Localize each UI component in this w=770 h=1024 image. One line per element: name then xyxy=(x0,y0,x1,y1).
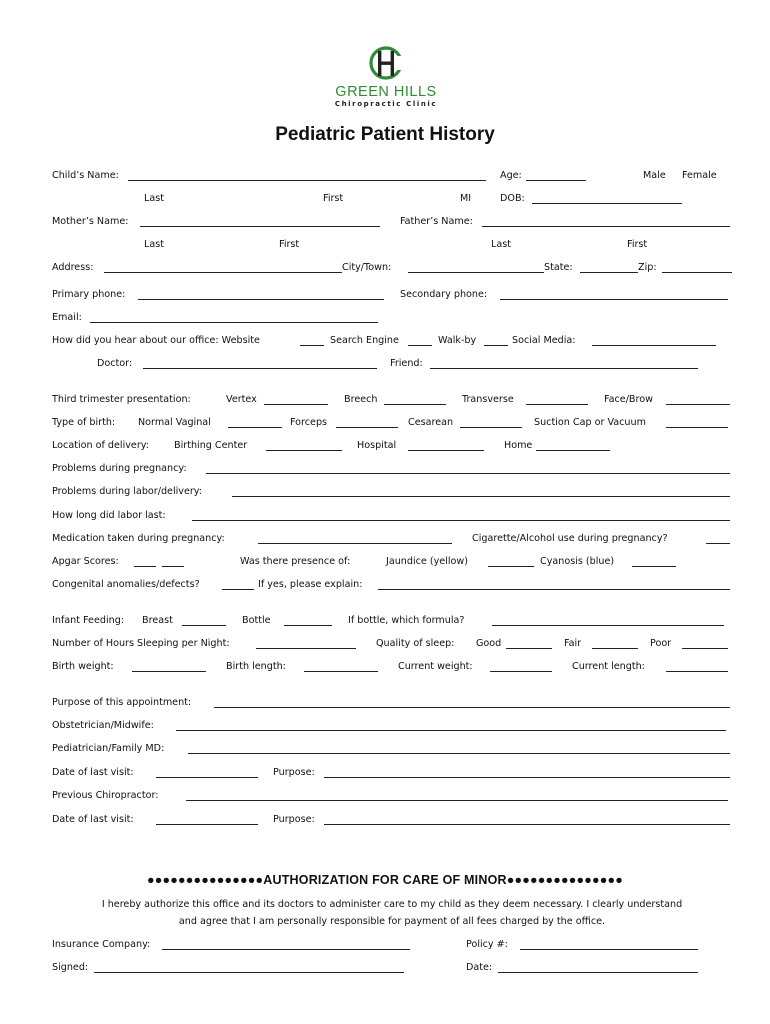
suction-field[interactable] xyxy=(666,427,728,428)
problems-labor-field[interactable] xyxy=(232,496,730,497)
gh-monogram-icon xyxy=(367,44,405,82)
medication-label: Medication taken during pregnancy: xyxy=(52,533,225,544)
secondary-phone-field[interactable] xyxy=(500,299,728,300)
type-of-birth-label: Type of birth: xyxy=(52,417,116,428)
current-length-label: Current length: xyxy=(572,661,645,672)
authorization-heading: ●●●●●●●●●●●●●●●AUTHORIZATION FOR CARE OF MINOR●●●●●●●●●●●●●●● xyxy=(147,873,623,887)
state-field[interactable] xyxy=(580,272,638,273)
father-last-label: Last xyxy=(491,239,511,250)
purpose-appt-field[interactable] xyxy=(214,707,730,708)
row-congenital xyxy=(52,577,732,593)
bottle-field[interactable] xyxy=(284,625,332,626)
row-doctor-friend xyxy=(52,356,732,372)
purpose-field[interactable] xyxy=(324,777,730,778)
hear-about-label: How did you hear about our office: Website xyxy=(52,335,260,346)
obstetrician-label: Obstetrician/Midwife: xyxy=(52,720,154,731)
jaundice-label: Jaundice (yellow) xyxy=(386,556,468,567)
row-presentation xyxy=(52,392,732,408)
home-field[interactable] xyxy=(536,450,610,451)
zip-label: Zip: xyxy=(638,262,657,273)
row-apgar xyxy=(52,554,732,570)
cesarean-field[interactable] xyxy=(460,427,522,428)
child-last-label: Last xyxy=(144,193,164,204)
face-brow-label: Face/Brow xyxy=(604,394,653,405)
apgar-field-2[interactable] xyxy=(162,566,184,567)
city-town-label: City/Town: xyxy=(342,262,392,273)
forceps-field[interactable] xyxy=(336,427,398,428)
friend-field[interactable] xyxy=(430,368,698,369)
email-label: Email: xyxy=(52,312,82,323)
row-sleep xyxy=(52,636,732,652)
birth-weight-field[interactable] xyxy=(132,671,206,672)
formula-field[interactable] xyxy=(492,625,724,626)
problems-pregnancy-field[interactable] xyxy=(206,473,730,474)
home-label: Home xyxy=(504,440,533,451)
fair-label: Fair xyxy=(564,638,582,649)
insurance-company-label: Insurance Company: xyxy=(52,939,151,950)
row-purpose-appointment xyxy=(52,695,732,711)
date-last-visit-label-2: Date of last visit: xyxy=(52,814,134,825)
row-medication xyxy=(52,531,732,547)
presence-of-label: Was there presence of: xyxy=(240,556,351,567)
row-previous-chiro xyxy=(52,788,732,804)
walk-by-label: Walk-by xyxy=(438,335,477,346)
cesarean-label: Cesarean xyxy=(408,417,454,428)
breast-field[interactable] xyxy=(182,625,226,626)
walk-by-field[interactable] xyxy=(484,345,508,346)
congenital-field[interactable] xyxy=(222,589,254,590)
forceps-label: Forceps xyxy=(290,417,328,428)
poor-label: Poor xyxy=(650,638,672,649)
row-obstetrician xyxy=(52,718,732,734)
problems-pregnancy-label: Problems during pregnancy: xyxy=(52,463,187,474)
state-label: State: xyxy=(544,262,573,273)
father-first-label: First xyxy=(627,239,648,250)
medication-field[interactable] xyxy=(258,543,452,544)
cyanosis-field[interactable] xyxy=(632,566,676,567)
date-last-visit-field-2[interactable] xyxy=(156,824,258,825)
mothers-name-field[interactable] xyxy=(140,226,380,227)
birthing-center-label: Birthing Center xyxy=(174,440,248,451)
mothers-name-label: Mother’s Name: xyxy=(52,216,129,227)
row-delivery-location xyxy=(52,438,732,454)
row-parents xyxy=(52,214,732,230)
cigarette-label: Cigarette/Alcohol use during pregnancy? xyxy=(472,533,668,544)
formula-label: If bottle, which formula? xyxy=(348,615,465,626)
row-pediatrician xyxy=(52,741,732,757)
current-weight-label: Current weight: xyxy=(398,661,473,672)
transverse-field[interactable] xyxy=(526,404,588,405)
apgar-field-1[interactable] xyxy=(134,566,156,567)
birth-weight-label: Birth weight: xyxy=(52,661,114,672)
date-last-visit-field[interactable] xyxy=(156,777,258,778)
pediatrician-field[interactable] xyxy=(188,753,730,754)
dob-field[interactable] xyxy=(532,203,682,204)
good-field[interactable] xyxy=(506,648,552,649)
search-engine-field[interactable] xyxy=(408,345,432,346)
problems-labor-label: Problems during labor/delivery: xyxy=(52,486,203,497)
purpose-label: Purpose: xyxy=(273,767,315,778)
child-first-label: First xyxy=(323,193,344,204)
friend-label: Friend: xyxy=(390,358,423,369)
signed-label: Signed: xyxy=(52,962,89,973)
good-label: Good xyxy=(476,638,502,649)
location-delivery-label: Location of delivery: xyxy=(52,440,149,451)
dob-label: DOB: xyxy=(500,193,525,204)
zip-field[interactable] xyxy=(662,272,732,273)
pediatrician-label: Pediatrician/Family MD: xyxy=(52,743,165,754)
fathers-name-label: Father’s Name: xyxy=(400,216,473,227)
brand-subtitle: Chiropractic Clinic xyxy=(334,100,438,108)
vertex-label: Vertex xyxy=(226,394,257,405)
breast-label: Breast xyxy=(142,615,173,626)
breech-field[interactable] xyxy=(384,404,446,405)
row-signature xyxy=(52,960,732,976)
if-yes-field[interactable] xyxy=(378,589,730,590)
mother-last-label: Last xyxy=(144,239,164,250)
primary-phone-label: Primary phone: xyxy=(52,289,126,300)
age-field[interactable] xyxy=(526,180,586,181)
authorization-text-line-1: I hereby authorize this office and its doctors to administer care to my child as they deem necessary. I clearly understand xyxy=(101,899,683,910)
current-length-field[interactable] xyxy=(666,671,728,672)
row-address xyxy=(52,260,732,276)
jaundice-field[interactable] xyxy=(488,566,534,567)
apgar-label: Apgar Scores: xyxy=(52,556,119,567)
childs-name-label: Child’s Name: xyxy=(52,170,119,181)
purpose-field-2[interactable] xyxy=(324,824,730,825)
birth-length-field[interactable] xyxy=(304,671,378,672)
website-field[interactable] xyxy=(300,345,324,346)
social-media-label: Social Media: xyxy=(512,335,576,346)
authorization-text-line-2: and agree that I am personally responsible for payment of all fees charged by the office. xyxy=(178,916,606,927)
row-infant-feeding xyxy=(52,613,732,629)
insurance-company-field[interactable] xyxy=(162,949,410,950)
hospital-label: Hospital xyxy=(357,440,397,451)
social-media-field[interactable] xyxy=(592,345,716,346)
row-problems-pregnancy xyxy=(52,461,732,477)
childs-name-field[interactable] xyxy=(128,180,486,181)
date-last-visit-label: Date of last visit: xyxy=(52,767,134,778)
doctor-label: Doctor: xyxy=(97,358,133,369)
previous-chiro-field[interactable] xyxy=(186,800,728,801)
address-field[interactable] xyxy=(104,272,342,273)
vertex-field[interactable] xyxy=(264,404,328,405)
face-brow-field[interactable] xyxy=(666,404,730,405)
normal-vaginal-field[interactable] xyxy=(228,427,282,428)
transverse-label: Transverse xyxy=(462,394,514,405)
how-long-labor-label: How long did labor last: xyxy=(52,510,166,521)
hospital-field[interactable] xyxy=(408,450,484,451)
cyanosis-label: Cyanosis (blue) xyxy=(540,556,615,567)
breech-label: Breech xyxy=(344,394,378,405)
secondary-phone-label: Secondary phone: xyxy=(400,289,488,300)
quality-sleep-label: Quality of sleep: xyxy=(376,638,455,649)
fathers-name-field[interactable] xyxy=(482,226,730,227)
city-town-field[interactable] xyxy=(408,272,544,273)
bottle-label: Bottle xyxy=(242,615,271,626)
infant-feeding-label: Infant Feeding: xyxy=(52,615,125,626)
policy-field[interactable] xyxy=(520,949,698,950)
row-last-visit-2 xyxy=(52,812,732,828)
row-phones xyxy=(52,287,732,303)
mother-first-label: First xyxy=(279,239,300,250)
address-label: Address: xyxy=(52,262,94,273)
male-option[interactable]: Male xyxy=(643,170,666,181)
primary-phone-field[interactable] xyxy=(138,299,384,300)
page-title: Pediatric Patient History xyxy=(275,124,495,145)
brand-name: GREEN HILLS xyxy=(335,84,437,100)
email-field[interactable] xyxy=(90,322,378,323)
row-insurance xyxy=(52,937,732,953)
congenital-label: Congenital anomalies/defects? xyxy=(52,579,200,590)
female-option[interactable]: Female xyxy=(682,170,717,181)
row-last-visit-1 xyxy=(52,765,732,781)
row-measurements xyxy=(52,659,732,675)
if-yes-label: If yes, please explain: xyxy=(258,579,363,590)
authorization-text xyxy=(52,896,732,930)
age-label: Age: xyxy=(500,170,522,181)
cigarette-field[interactable] xyxy=(706,543,730,544)
row-child-name xyxy=(52,168,732,184)
current-weight-field[interactable] xyxy=(490,671,552,672)
hours-sleeping-label: Number of Hours Sleeping per Night: xyxy=(52,638,230,649)
how-long-labor-field[interactable] xyxy=(192,520,730,521)
row-problems-labor xyxy=(52,484,732,500)
birth-length-label: Birth length: xyxy=(226,661,286,672)
search-engine-label: Search Engine xyxy=(330,335,399,346)
row-birth-type xyxy=(52,415,732,431)
purpose-appt-label: Purpose of this appointment: xyxy=(52,697,192,708)
row-referral xyxy=(52,333,732,349)
clinic-logo xyxy=(330,44,442,122)
poor-field[interactable] xyxy=(682,648,728,649)
policy-label: Policy #: xyxy=(466,939,508,950)
date-label: Date: xyxy=(466,962,493,973)
third-trimester-label: Third trimester presentation: xyxy=(52,394,191,405)
row-labor-length xyxy=(52,508,732,524)
hours-sleeping-field[interactable] xyxy=(256,648,356,649)
row-email xyxy=(52,310,732,326)
purpose-label-2: Purpose: xyxy=(273,814,315,825)
fair-field[interactable] xyxy=(592,648,638,649)
date-field[interactable] xyxy=(498,972,698,973)
previous-chiro-label: Previous Chiropractor: xyxy=(52,790,159,801)
birthing-center-field[interactable] xyxy=(266,450,342,451)
suction-label: Suction Cap or Vacuum xyxy=(534,417,646,428)
normal-vaginal-label: Normal Vaginal xyxy=(138,417,211,428)
signature-field[interactable] xyxy=(94,972,404,973)
obstetrician-field[interactable] xyxy=(176,730,726,731)
child-mi-label: MI xyxy=(460,193,472,204)
doctor-field[interactable] xyxy=(143,368,377,369)
